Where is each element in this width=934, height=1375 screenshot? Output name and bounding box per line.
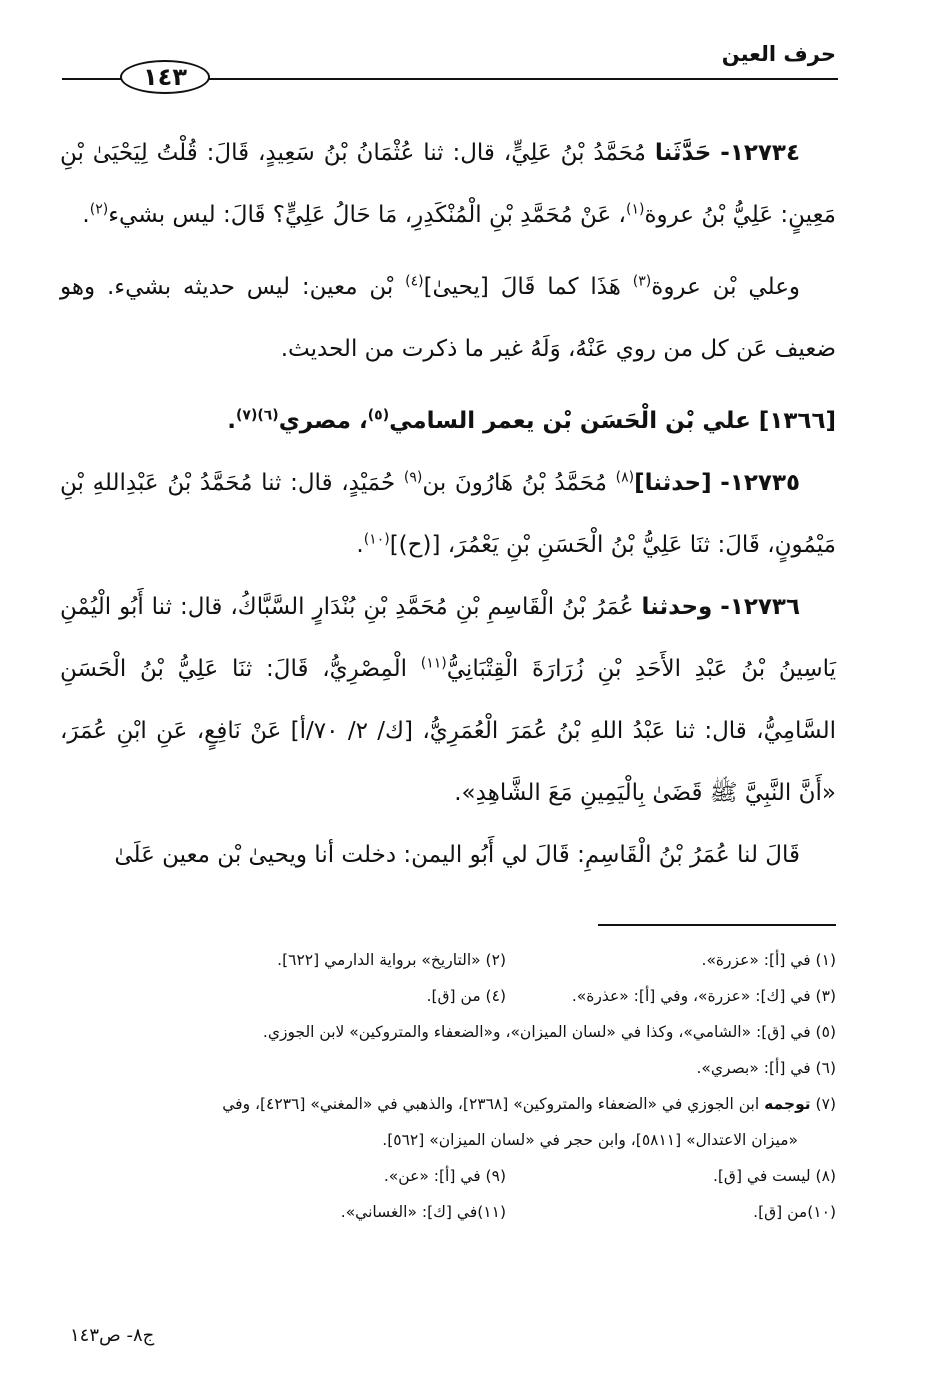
chapter-header: حرف العين xyxy=(721,42,836,66)
hadith-number: ١٢٧٣٦- xyxy=(720,594,801,620)
footnote-ref: (٦)(٧) xyxy=(236,407,279,424)
hadith-text: عُمَرُ بْنُ الْقَاسِمِ بْنِ مُحَمَّدِ بْنِ بُنْدَارٍ السَّبَّاكُ، قال: ثنا أَبُو الْيُمْنِ يَاسِينُ بْنُ عَبْدِ الأَحَدِ بْنِ زُرَارَةَ الْقِتْبَانِيُّ xyxy=(60,594,837,682)
commentary-text: بْن معين: ليس حديثه بشيء. وهو ضعيف عَن كل من روي عَنْهُ، وَلَهُ غير ما ذكرت من الحديث. xyxy=(60,274,836,362)
footnote-number: (٧) xyxy=(815,1095,836,1113)
footnote-row xyxy=(60,1158,836,1194)
footnote-2: (٢) «التاريخ» برواية الدارمي [٦٢٢]. xyxy=(277,951,506,969)
footnote-8: (٨) ليست في [ق]. xyxy=(712,1167,836,1185)
punctuation: . xyxy=(356,532,364,558)
footnote-row xyxy=(60,978,836,1014)
biography-heading xyxy=(60,390,836,452)
footnote-6: (٦) في [أ]: «بصري». xyxy=(696,1059,836,1077)
footnote-label: توجمه xyxy=(764,1095,811,1113)
footnote-ref: (٥) xyxy=(367,407,390,424)
hadith-text: الْمِصْرِيُّ، قَالَ: ثنَا عَلِيُّ بْنُ الْحَسَنِ السَّامِيُّ، قال: ثنا عَبْدُ اللهِ بْنُ عُمَرَ الْعُمَرِيُّ، [ك/ ٢/ ٧٠/أ] عَنْ نَافِعٍ، عَنِ ابْنِ عُمَرَ، «أَنَّ النَّبِيَّ ﷺ قَضَىٰ بِالْيَمِينِ مَعَ الشَّاهِدِ». xyxy=(60,656,836,806)
punctuation: . xyxy=(227,408,236,434)
footnote-row xyxy=(60,1194,836,1230)
hadith-text: ، عَنْ مُحَمَّدِ بْنِ الْمُنْكَدِرِ، مَا حَالُ عَلِيٍّ؟ قَالَ: ليس بشيء xyxy=(108,202,626,228)
page-code: ج٨- ص١٤٣ xyxy=(70,1325,155,1346)
commentary-text: وعلي بْن عروة xyxy=(651,274,801,300)
commentary-paragraph xyxy=(60,256,836,380)
page-number: ١٤٣ xyxy=(143,63,187,91)
footnote-9: (٩) في [أ]: «عن». xyxy=(383,1167,506,1185)
footnote-ref: (٨) xyxy=(615,469,635,486)
footnote-1: (١) في [أ]: «عزرة». xyxy=(701,951,836,969)
page-number-oval xyxy=(120,60,210,94)
narration-paragraph xyxy=(60,824,836,886)
footnote-ref: (١١) xyxy=(420,655,447,672)
footnote-10: (١٠)من [ق]. xyxy=(753,1203,836,1221)
footnote-7 xyxy=(60,1086,836,1122)
hadith-12734 xyxy=(60,122,836,246)
hadith-text: مُحَمَّدُ بْنُ عَلِيٍّ، قال: ثنا عُثْمَانُ بْنُ سَعِيدٍ، قَالَ: قُلْتُ لِيَحْيَىٰ بْنِ مَعِينٍ: عَلِيُّ بْنُ عروة xyxy=(60,140,836,228)
footnotes xyxy=(60,942,836,1230)
footnote-ref: (٤) xyxy=(405,273,424,290)
footnote-5: (٥) في [ق]: «الشامي»، وكذا في «لسان الميزان»، و«الضعفاء والمتروكين» لابن الجوزي. xyxy=(262,1023,836,1041)
footnote-3: (٣) في [ك]: «عزرة»، وفي [أ]: «عذرة». xyxy=(571,987,836,1005)
footnote-row xyxy=(60,942,836,978)
biography-title: ، مصري xyxy=(278,408,368,434)
main-text xyxy=(60,122,836,886)
footnote-4: (٤) من [ق]. xyxy=(426,987,506,1005)
hadith-number: ١٢٧٣٤- xyxy=(720,140,801,166)
hadith-text: مُحَمَّدُ بْنُ هَارُونَ بن xyxy=(422,470,607,496)
commentary-text: هَذَا كما قَالَ [يحيىٰ] xyxy=(423,274,621,300)
hadith-keyword: وحدثنا xyxy=(641,594,713,620)
footnote-ref: (٩) xyxy=(403,469,423,486)
hadith-12735 xyxy=(60,452,836,576)
narration-text: قَالَ لنا عُمَرُ بْنُ الْقَاسِمِ: قَالَ لي أَبُو اليمن: دخلت أنا ويحيىٰ بْن معين عَلَىٰ xyxy=(114,842,800,868)
hadith-text: حُمَيْدٍ، قال: ثنا مُحَمَّدُ بْنُ عَبْدِاللهِ بْنِ مَيْمُونٍ، قَالَ: ثنَا عَلِيُّ بْنُ الْحَسَنِ بْنِ يَعْمُرَ، [(ح)] xyxy=(60,470,836,558)
hadith-keyword: [حدثنا] xyxy=(634,470,712,496)
footnote-ref: (٣) xyxy=(632,273,652,290)
footnote-ref: (٢) xyxy=(89,201,109,218)
footnote-ref: (١) xyxy=(625,201,645,218)
hadith-12736 xyxy=(60,576,836,824)
footnote-7-continued: «ميزان الاعتدال» [٥٨١١]، وابن حجر في «لسان الميزان» [٥٦٢]. xyxy=(382,1131,798,1149)
footnote-text: ابن الجوزي في «الضعفاء والمتروكين» [٢٣٦٨]، والذهبي في «المغني» [٤٢٣٦]، وفي xyxy=(222,1095,760,1113)
footnote-rule xyxy=(598,924,836,926)
footnote-ref: (١٠) xyxy=(363,531,390,548)
biography-title: [١٣٦٦] علي بْن الْحَسَن بْن يعمر السامي xyxy=(389,408,836,434)
hadith-keyword: حَدَّثَنا xyxy=(654,140,712,166)
hadith-number: ١٢٧٣٥- xyxy=(720,470,801,496)
punctuation: . xyxy=(82,202,90,228)
footnote-11: (١١)في [ك]: «الغساني». xyxy=(340,1203,506,1221)
